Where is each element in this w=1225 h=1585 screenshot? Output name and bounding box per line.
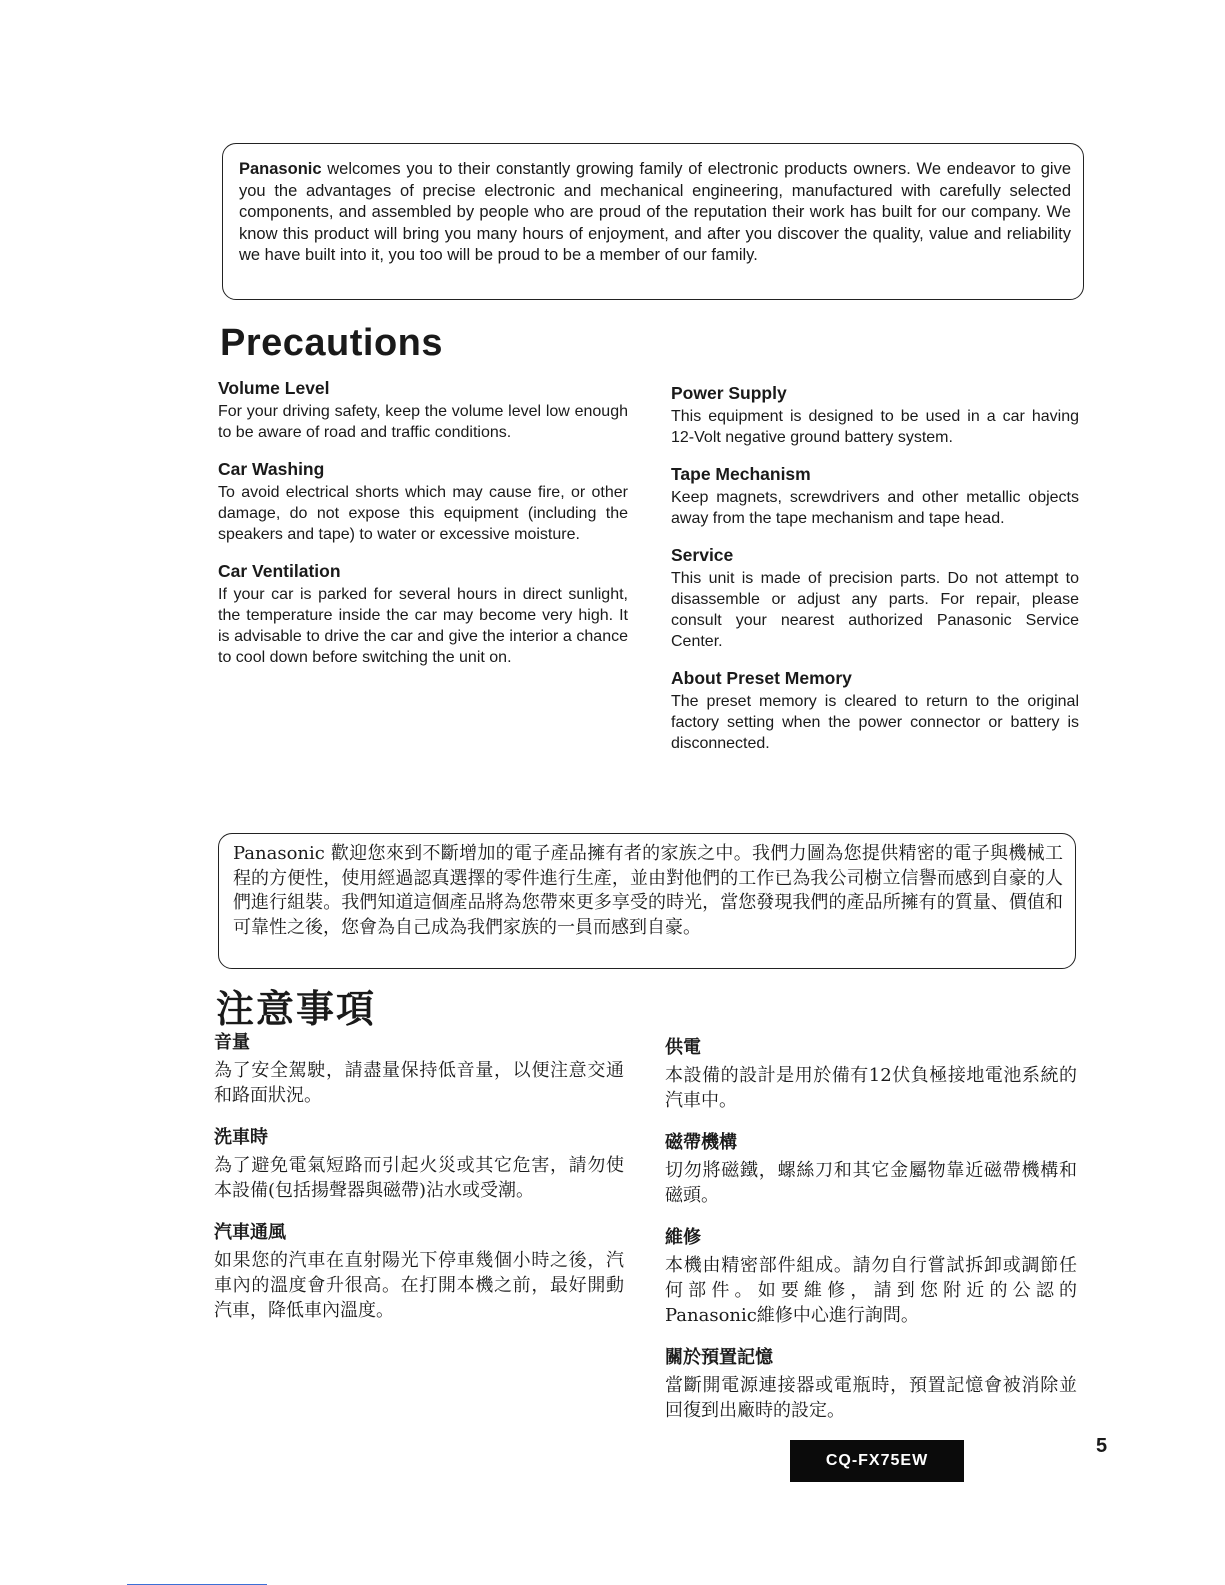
brand-name: Panasonic — [239, 160, 322, 178]
section-heading: Car Washing — [218, 459, 325, 479]
section-heading: Tape Mechanism — [671, 464, 811, 484]
section-tape-mechanism — [671, 462, 1079, 529]
section-heading: 維修 — [665, 1227, 701, 1248]
section-heading: 關於預置記憶 — [665, 1347, 773, 1368]
section-heading: Volume Level — [218, 378, 330, 398]
section-preset-memory — [671, 666, 1079, 754]
section-body: For your driving safety, keep the volume level low enough to be aware of road and traffic conditions. — [218, 403, 628, 441]
section-service — [671, 543, 1079, 652]
welcome-text: welcomes you to their constantly growing family of electronic products owners. We endeavor to give you the advantages of precise electronic and mechanical engineering, manufactured with carefully selected components, and assembled by people who are proud of the reputation their work has built for our company. We know this product will bring you many hours of enjoyment, and after you discover the quality, value and reliability we have built into it, you too will be proud to be a member of our family. — [239, 160, 1071, 264]
section-car-ventilation — [218, 559, 628, 668]
section-body: 本設備的設計是用於備有12伏負極接地電池系統的汽車中。 — [665, 1065, 1077, 1111]
section-body: This equipment is designed to be used in a car having 12-Volt negative ground battery system. — [671, 408, 1079, 446]
section-heading: Car Ventilation — [218, 561, 341, 581]
section-heading: 音量 — [214, 1032, 250, 1053]
section-body: 本機由精密部件組成。請勿自行嘗試拆卸或調節任何部件。如要維修，請到您附近的公認的Panasonic維修中心進行詢問。 — [665, 1255, 1077, 1326]
model-number-badge: CQ-FX75EW — [790, 1440, 964, 1482]
chinese-precautions-title: 注意事項 — [216, 987, 377, 1031]
section-power-supply — [671, 381, 1079, 448]
section-heading: About Preset Memory — [671, 668, 852, 688]
section-body: 如果您的汽車在直射陽光下停車幾個小時之後，汽車內的溫度會升很高。在打開本機之前，最好開動汽車，降低車內溫度。 — [214, 1250, 624, 1321]
cn-section-volume — [214, 1030, 624, 1108]
chinese-welcome-box — [218, 833, 1076, 969]
section-volume-level — [218, 376, 628, 443]
section-body: Keep magnets, screwdrivers and other metallic objects away from the tape mechanism and tape head. — [671, 489, 1079, 527]
cn-section-car-washing — [214, 1125, 624, 1203]
section-body: 切勿將磁鐵，螺絲刀和其它金屬物靠近磁帶機構和磁頭。 — [665, 1160, 1077, 1206]
section-body: 為了避免電氣短路而引起火災或其它危害，請勿使本設備(包括揚聲器與磁帶)沾水或受潮。 — [214, 1155, 624, 1201]
section-car-washing — [218, 457, 628, 545]
cn-section-power-supply — [665, 1035, 1077, 1113]
page-number: 5 — [1096, 1435, 1108, 1457]
welcome-box — [222, 143, 1084, 300]
section-heading: 汽車通風 — [214, 1222, 286, 1243]
section-heading: Power Supply — [671, 383, 787, 403]
section-body: If your car is parked for several hours in direct sunlight, the temperature inside the car may become very high. It is advisable to drive the car and give the interior a chance to cool down before switching the unit on. — [218, 586, 628, 666]
section-body: The preset memory is cleared to return to the original factory setting when the power connector or battery is disconnected. — [671, 693, 1079, 752]
section-body: 當斷開電源連接器或電瓶時，預置記憶會被消除並回復到出廠時的設定。 — [665, 1375, 1077, 1421]
section-body: To avoid electrical shorts which may cause fire, or other damage, do not expose this equipment (including the speakers and tape) to water or excessive moisture. — [218, 484, 628, 543]
section-body: This unit is made of precision parts. Do not attempt to disassemble or adjust any parts. For repair, please consult your nearest authorized Panasonic Service Center. — [671, 570, 1079, 650]
section-heading: 供電 — [665, 1037, 701, 1058]
chinese-welcome-text: Panasonic 歡迎您來到不斷增加的電子產品擁有者的家族之中。我們力圖為您提供精密的電子與機械工程的方便性，使用經過認真選擇的零件進行生產，並由對他們的工作已為我公司樹立信譽而感到自豪的人們進行組裝。我們知道這個產品將為您帶來更多享受的時光，當您發現我們的產品所擁有的質量、價值和可靠性之後，您會為自己成為我們家族的一員而感到自豪。 — [233, 843, 1063, 938]
cn-section-service — [665, 1225, 1077, 1328]
cn-section-preset-memory — [665, 1345, 1077, 1423]
chinese-left-column — [214, 1030, 624, 1340]
section-heading: 洗車時 — [214, 1127, 268, 1148]
cn-section-tape-mechanism — [665, 1130, 1077, 1208]
section-body: 為了安全駕駛，請盡量保持低音量，以便注意交通和路面狀況。 — [214, 1060, 624, 1106]
section-heading: Service — [671, 545, 734, 565]
chinese-right-column — [665, 1035, 1077, 1440]
precautions-left-column — [218, 376, 628, 682]
precautions-title: Precautions — [220, 322, 444, 364]
cn-section-ventilation — [214, 1220, 624, 1323]
section-heading: 磁帶機構 — [665, 1132, 737, 1153]
precautions-right-column — [671, 381, 1079, 768]
